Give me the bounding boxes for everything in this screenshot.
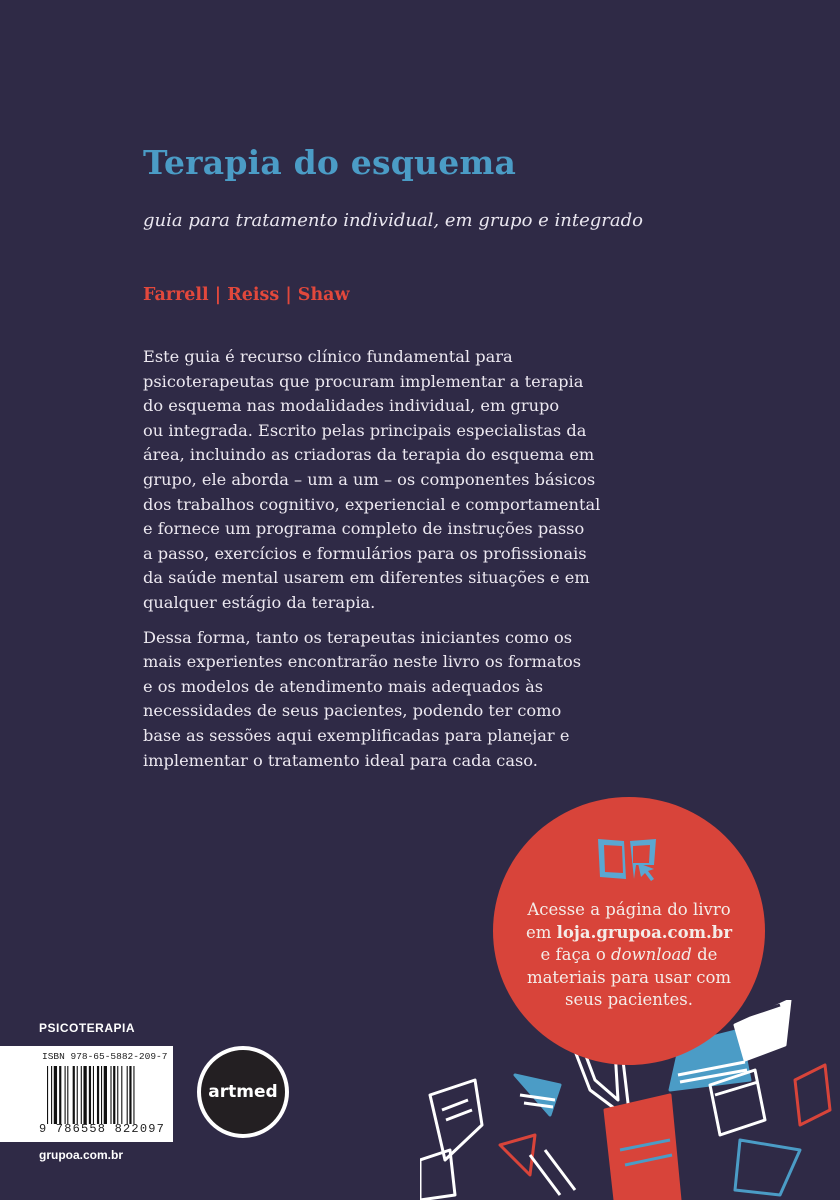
description-line: ou integrada. Escrito pelas principais especialistas da [143,420,587,440]
download-callout [493,797,765,1065]
barcode-bar [101,1066,102,1124]
description-line: mais experientes encontrarão neste livro os formatos [143,652,582,672]
description-line: qualquer estágio da terapia. [143,592,376,612]
barcode-digits: 9 786558 822097 [39,1122,166,1136]
description-line: dos trabalhos cognitivo, experiencial e comportamental [143,494,601,514]
website: grupoa.com.br [39,1148,124,1162]
barcode-bar [83,1066,86,1124]
description-line: da saúde mental usarem em diferentes situações e em [143,568,590,588]
barcode-bar [97,1066,99,1124]
callout-line: Acesse a página do livro [527,900,731,919]
barcode-bar [110,1066,111,1124]
callout-line: materiais para usar com [526,967,732,987]
barcode-bars [47,1066,163,1124]
description [143,345,601,783]
barcode-bar [73,1066,75,1124]
book-subtitle: guia para tratamento individual, em grupo e integrado [143,210,643,231]
description-line: e os modelos de atendimento mais adequados às [143,676,544,696]
description-paragraph-2 [143,626,593,774]
store-link[interactable]: loja.grupoa.com.br [556,922,733,942]
book-cursor-icon [596,835,660,885]
callout-text-part: de [691,945,718,964]
callout-line [493,944,765,967]
barcode-bar [113,1066,115,1124]
barcode-bar [104,1066,107,1124]
barcode-bar [67,1066,68,1124]
description-line: Este guia é recurso clínico fundamental para [143,347,513,366]
barcode-bar [89,1066,91,1124]
barcode-bar [127,1066,128,1124]
barcode-bar [121,1066,122,1124]
barcode-bar [54,1066,57,1124]
callout-text-part: em [525,922,557,942]
callout-text-part: download [611,945,692,964]
barcode-bar [93,1066,94,1124]
barcode [0,1046,173,1142]
description-line: base as sessões aqui exemplificadas para planejar e [143,725,570,745]
description-line: grupo, ele aborda – um a um – os componentes básicos [143,469,596,489]
description-line: Dessa forma, tanto os terapeutas iniciantes como os [143,627,573,647]
barcode-bar [133,1066,134,1124]
authors: Farrell | Reiss | Shaw [143,285,350,305]
book-title: Terapia do esquema [143,143,517,182]
callout-line [493,922,765,945]
barcode-bar [77,1066,78,1124]
description-line: necessidades de seus pacientes, podendo ter como [143,701,562,721]
publisher-logo: artmed [197,1046,289,1138]
description-line: psicoterapeutas que procuram implementar a terapia [143,371,584,391]
callout-line: seus pacientes. [565,990,693,1009]
description-line: e fornece um programa completo de instruções passo [143,519,585,539]
barcode-bar [129,1066,131,1124]
category-label: PSICOTERAPIA [39,1021,136,1035]
barcode-bar [51,1066,52,1124]
barcode-bar [65,1066,66,1124]
barcode-bar [47,1066,48,1124]
description-paragraph-1 [143,345,601,616]
callout-text [493,899,765,1012]
description-line: a passo, exercícios e formulários para os profissionais [143,543,587,563]
isbn: ISBN 978-65-5882-209-7 [42,1051,168,1062]
barcode-bar [81,1066,82,1124]
description-line: do esquema nas modalidades individual, em grupo [143,396,560,416]
barcode-bar [117,1066,118,1124]
description-line: área, incluindo as criadoras da terapia do esquema em [143,445,595,465]
barcode-bar [59,1066,61,1124]
description-line: implementar o tratamento ideal para cada caso. [143,750,538,770]
callout-text-part: e faça o [540,945,612,964]
